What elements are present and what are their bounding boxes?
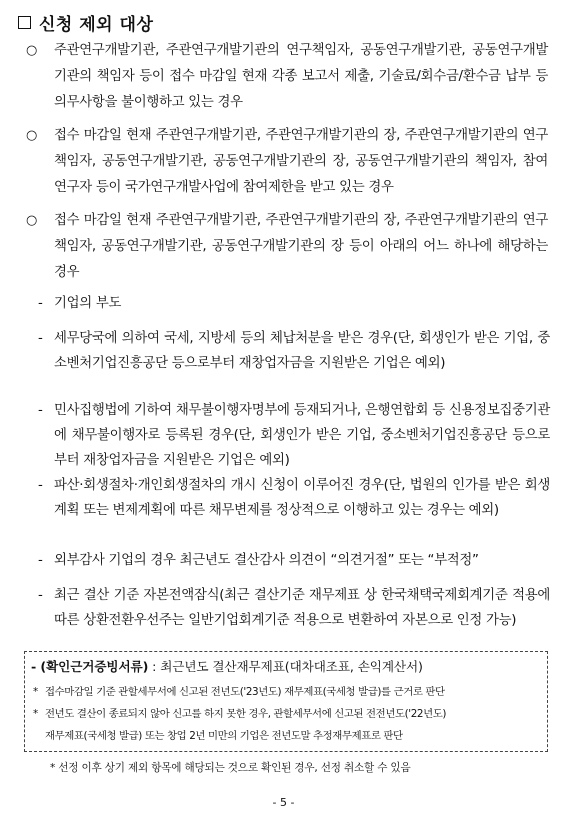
evidence-note-text: 접수마감일 기준 관할세무서에 신고된 전년도('23년도) 재무제표(국세청 발급)를 근거로 판단 bbox=[45, 686, 445, 698]
sub-item-text: 세무당국에 의하여 국세, 지방세 등의 체납처분을 받은 경우(단, 회생인가 받은 기업, 중소벤처기업진흥공단 등으로부터 재창업자금을 지원받은 기업은 예외) bbox=[54, 331, 550, 371]
sub-item-debtor-registry bbox=[38, 398, 550, 473]
sub-item-text: 외부감사 기업의 경우 최근년도 결산감사 의견이 “의견거절” 또는 “부적정” bbox=[54, 553, 479, 568]
evidence-description: : 최근년도 결산재무제표(대차대조표, 손익계산서) bbox=[148, 659, 423, 674]
sub-item-text: 민사집행법에 기하여 채무불이행자명부에 등재되거나, 은행연합회 등 신용정보집중기관에 채무불이행자로 등록된 경우(단, 회생인가 받은 기업, 중소벤처기업진흥공단 등으로부터 재창업자금을 지원받은 기업은 예외) bbox=[54, 403, 550, 468]
asterisk-marker: * bbox=[33, 708, 38, 720]
section-heading bbox=[18, 10, 153, 35]
exclusion-item-2 bbox=[26, 123, 548, 201]
exclusion-item-text: 주관연구개발기관, 주관연구개발기관의 연구책임자, 공동연구개발기관, 공동연구개발기관의 책임자 등이 접수 마감일 현재 각종 보고서 제출, 기술료/회수금/환수금 납부 등 의무사항을 불이행하고 있는 경우 bbox=[54, 43, 548, 110]
circle-bullet-icon: ○ bbox=[26, 213, 38, 228]
evidence-note bbox=[33, 683, 445, 698]
footnote: * 선정 이후 상기 제외 항목에 해당되는 것으로 확인된 경우, 선정 취소할 수 있음 bbox=[50, 762, 411, 774]
sub-item-insolvency bbox=[38, 473, 550, 523]
dash-marker: - bbox=[38, 588, 43, 603]
dash-marker: - bbox=[38, 331, 43, 346]
sub-item-capital-impairment bbox=[38, 583, 550, 633]
sub-item-audit-opinion bbox=[38, 548, 550, 573]
evidence-note bbox=[33, 705, 446, 720]
sub-item-text: 기업의 부도 bbox=[54, 296, 122, 311]
circle-bullet-icon: ○ bbox=[26, 43, 38, 58]
asterisk-marker: * bbox=[33, 686, 38, 698]
circle-bullet-icon: ○ bbox=[26, 128, 38, 143]
checkbox-square-icon bbox=[18, 16, 31, 29]
evidence-note bbox=[33, 727, 403, 742]
exclusion-item-3 bbox=[26, 208, 548, 286]
dash-marker: - bbox=[38, 403, 43, 418]
sub-item-text: 최근 결산 기준 자본전액잠식(최근 결산기준 재무제표 상 한국채택국제회계기준 적용에 따른 상환전환우선주는 일반기업회계기준 적용으로 변환하여 자본으로 인정 가능) bbox=[54, 588, 550, 628]
exclusion-item-text: 접수 마감일 현재 주관연구개발기관, 주관연구개발기관의 장, 주관연구개발기관의 연구책임자, 공동연구개발기관, 공동연구개발기관의 장, 공동연구개발기관의 책임자, 참여연구자 등이 국가연구개발사업에 참여제한을 받고 있는 경우 bbox=[54, 128, 548, 195]
sub-item-text: 파산·회생절차·개인회생절차의 개시 신청이 이루어진 경우(단, 법원의 인가를 받은 회생계획 또는 변제계획에 따른 채무변제를 정상적으로 이행하고 있는 경우는 예외) bbox=[54, 478, 550, 518]
evidence-note-text: 재무제표(국세청 발급) 또는 창업 2년 미만의 기업은 전년도말 추정재무제표로 판단 bbox=[45, 730, 403, 742]
page-number: - 5 - bbox=[272, 796, 295, 809]
exclusion-item-text: 접수 마감일 현재 주관연구개발기관, 주관연구개발기관의 장, 주관연구개발기관의 연구책임자, 공동연구개발기관, 공동연구개발기관의 장 등이 아래의 어느 하나에 해당하는 경우 bbox=[54, 213, 548, 280]
exclusion-item-1 bbox=[26, 38, 548, 116]
dash-marker: - bbox=[38, 478, 43, 493]
evidence-note-text: 전년도 결산이 종료되지 않아 신고를 하지 못한 경우, 관할세무서에 신고된 전전년도('22년도) bbox=[45, 708, 447, 720]
sub-item-bankruptcy bbox=[38, 291, 550, 316]
evidence-title bbox=[31, 656, 423, 675]
evidence-label: - (확인근거증빙서류) bbox=[31, 659, 149, 674]
dash-marker: - bbox=[38, 296, 43, 311]
dash-marker: - bbox=[38, 553, 43, 568]
evidence-box bbox=[24, 651, 548, 752]
section-title: 신청 제외 대상 bbox=[39, 15, 154, 35]
sub-item-tax-default bbox=[38, 326, 550, 376]
